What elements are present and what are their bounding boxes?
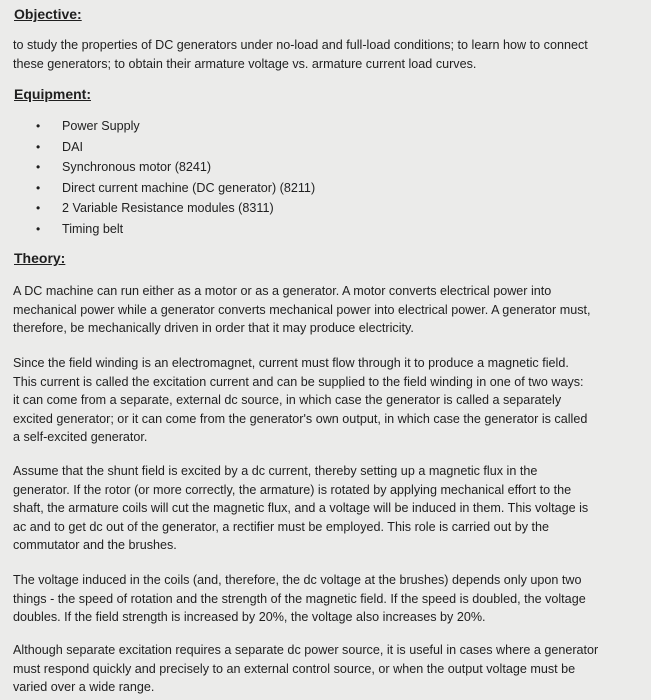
paragraph-line: Although separate excitation requires a separate dc power source, it is useful in cases where a generator xyxy=(13,643,599,657)
theory-paragraph-3 xyxy=(13,462,645,555)
paragraph-line: generator. If the rotor (or more correctly, the armature) is rotated by applying mechanical effort to the xyxy=(13,482,572,497)
list-item xyxy=(36,198,315,219)
paragraph-line: Assume that the shunt field is excited by a dc current, thereby setting up a magnetic flux in the xyxy=(13,464,538,478)
list-item xyxy=(36,178,315,199)
list-item xyxy=(36,157,315,178)
objective-text xyxy=(13,36,645,73)
bullet-icon: • xyxy=(36,160,41,175)
paragraph-line: excited generator; or it can come from the generator's own output, in which case the generator is called xyxy=(13,411,588,426)
equipment-heading: Equipment: xyxy=(14,86,91,102)
bullet-icon: • xyxy=(36,119,41,134)
paragraph-line: mechanical power while a generator converts mechanical power into electrical power. A generator must, xyxy=(13,302,591,317)
paragraph-line: The voltage induced in the coils (and, therefore, the dc voltage at the brushes) depends only upon two xyxy=(13,573,582,587)
bullet-icon: • xyxy=(36,201,41,216)
equipment-item-label: 2 Variable Resistance modules (8311) xyxy=(62,201,274,216)
paragraph-line: A DC machine can run either as a motor or as a generator. A motor converts electrical power into xyxy=(13,284,552,298)
paragraph-line: shaft, the armature coils will cut the magnetic flux, and a voltage will be induced in them. This voltage is xyxy=(13,501,589,515)
list-item xyxy=(36,219,315,240)
paragraph-line: varied over a wide range. xyxy=(13,680,155,694)
paragraph-line: This current is called the excitation current and can be supplied to the field winding in one of two ways: xyxy=(13,374,584,389)
theory-paragraph-5 xyxy=(13,641,645,697)
paragraph-line: Since the field winding is an electromagnet, current must flow through it to produce a magnetic field. xyxy=(13,356,569,370)
equipment-list xyxy=(36,116,315,239)
paragraph-line: must respond quickly and precisely to an external control source, or when the output voltage must be xyxy=(13,661,576,676)
theory-paragraph-4 xyxy=(13,571,645,627)
equipment-item-label: Power Supply xyxy=(62,119,140,134)
paragraph-line: doubles. If the field strength is increased by 20%, the voltage also increases by 20%. xyxy=(13,610,486,624)
list-item xyxy=(36,116,315,137)
paragraph-line: ac and to get dc out of the generator, a rectifier must be employed. This role is carried out by the xyxy=(13,519,549,534)
paragraph-line: a self-excited generator. xyxy=(13,430,148,444)
theory-heading: Theory: xyxy=(14,250,66,266)
paragraph-line: it can come from a separate, external dc source, in which case the generator is called a separately xyxy=(13,393,562,407)
equipment-item-label: Timing belt xyxy=(62,221,124,236)
equipment-item-label: Synchronous motor (8241) xyxy=(62,160,212,175)
bullet-icon: • xyxy=(36,180,41,195)
bullet-icon: • xyxy=(36,221,41,236)
paragraph-line: commutator and the brushes. xyxy=(13,538,177,552)
theory-paragraph-1 xyxy=(13,282,645,338)
list-item xyxy=(36,137,315,158)
equipment-item-label: Direct current machine (DC generator) (8211) xyxy=(62,180,316,195)
bullet-icon: • xyxy=(36,139,41,154)
objective-line: these generators; to obtain their armature voltage vs. armature current load curves. xyxy=(13,56,477,71)
equipment-item-label: DAI xyxy=(62,139,83,154)
theory-paragraph-2 xyxy=(13,354,645,447)
paragraph-line: therefore, be mechanically driven in order that it may produce electricity. xyxy=(13,321,414,335)
paragraph-line: things - the speed of rotation and the strength of the magnetic field. If the speed is doubled, the voltage xyxy=(13,591,586,606)
objective-line: to study the properties of DC generators under no-load and full-load conditions; to learn how to connect xyxy=(13,38,588,52)
objective-heading: Objective: xyxy=(14,6,82,22)
